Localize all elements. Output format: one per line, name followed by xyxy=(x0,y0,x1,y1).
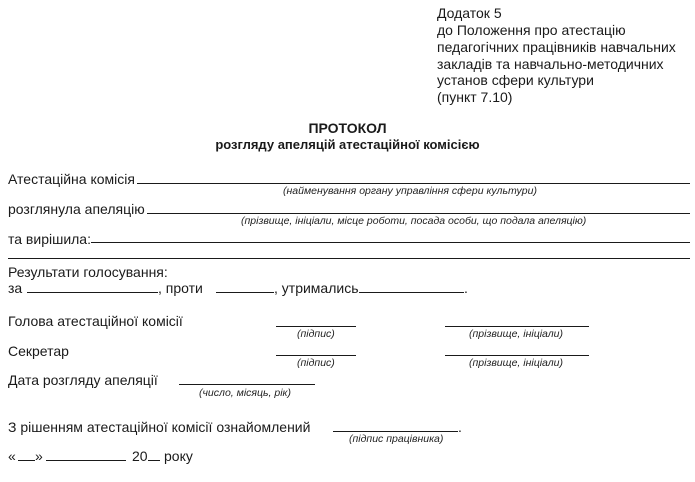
chair-signature-caption: (підпис) xyxy=(297,328,335,340)
appeal-date-caption: (число, місяць, рік) xyxy=(199,387,291,399)
date-day-line xyxy=(18,460,35,461)
commission-line xyxy=(137,183,690,184)
chair-name-line xyxy=(445,326,589,327)
vote-abstained-label: , утримались xyxy=(274,280,359,296)
vote-abstained-line xyxy=(359,292,464,293)
commission-caption: (найменування органу управління сфери культури) xyxy=(283,185,537,197)
vote-end-dot: . xyxy=(464,280,468,296)
date-year-word: року xyxy=(164,448,193,464)
acknowledgement-label: З рішенням атестаційної комісії ознайомлений xyxy=(8,419,311,435)
appendix-line: закладів та навчально-методичних xyxy=(437,56,664,72)
appeal-caption: (прізвище, ініціали, місце роботи, посада особи, що подала апеляцію) xyxy=(241,215,587,227)
chair-signature-line xyxy=(276,326,356,327)
protocol-subtitle: розгляду апеляцій атестаційної комісією xyxy=(215,137,480,152)
appendix-line: педагогічних працівників навчальних xyxy=(437,39,676,55)
secretary-signature-line xyxy=(276,355,356,356)
date-close-quote: » xyxy=(35,448,43,464)
acknowledgement-caption: (підпис працівника) xyxy=(349,433,444,445)
appendix-line: до Положення про атестацію xyxy=(437,22,626,38)
secretary-signature-caption: (підпис) xyxy=(297,357,335,369)
secretary-label: Секретар xyxy=(8,343,69,359)
appeal-date-label: Дата розгляду апеляції xyxy=(8,372,158,388)
commission-label: Атестаційна комісія xyxy=(8,171,135,187)
vote-for-line xyxy=(27,292,158,293)
acknowledgement-line xyxy=(333,431,458,432)
appendix-number: Додаток 5 xyxy=(437,5,502,21)
appeal-date-line xyxy=(179,384,315,385)
date-century: 20 xyxy=(132,448,148,464)
voting-heading: Результати голосування: xyxy=(8,264,168,280)
date-year-line xyxy=(148,460,160,461)
secretary-name-line xyxy=(445,355,589,356)
decision-line-1 xyxy=(91,242,690,243)
secretary-name-caption: (прізвище, ініціали) xyxy=(469,357,564,369)
vote-against-line xyxy=(216,292,274,293)
protocol-title: ПРОТОКОЛ xyxy=(308,120,387,136)
decision-label: та вирішила: xyxy=(8,231,91,247)
appeal-label: розглянула апеляцію xyxy=(8,201,145,217)
vote-against-label: , проти xyxy=(158,280,203,296)
date-open-quote: « xyxy=(8,448,16,464)
chair-label: Голова атестаційної комісії xyxy=(8,313,183,329)
date-month-line xyxy=(46,460,126,461)
vote-for-label: за xyxy=(8,280,23,296)
chair-name-caption: (прізвище, ініціали) xyxy=(469,328,564,340)
appendix-line: установ сфери культури xyxy=(437,72,594,88)
decision-line-2 xyxy=(8,258,690,259)
appeal-line xyxy=(147,213,690,214)
appendix-clause: (пункт 7.10) xyxy=(437,89,513,105)
acknowledgement-end-dot: . xyxy=(458,419,462,435)
